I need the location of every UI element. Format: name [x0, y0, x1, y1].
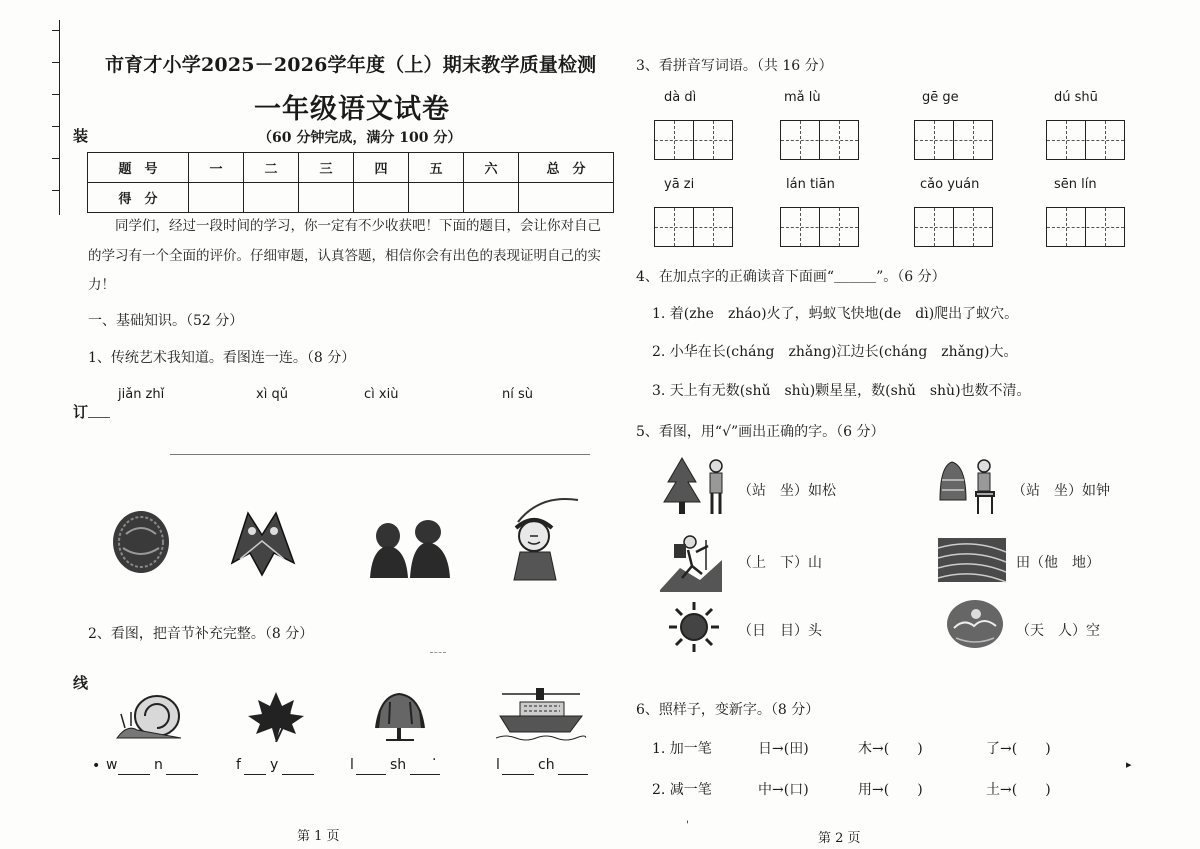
q2-mark [430, 652, 446, 653]
maple-leaf-icon [246, 690, 306, 742]
q5-title: 5、看图，用“√”画出正确的字。（6 分） [636, 424, 885, 440]
ship-icon [496, 686, 586, 744]
q2-blank[interactable] [558, 774, 588, 775]
section1-title: 一、基础知识。（52 分） [88, 313, 244, 329]
snail-icon [113, 690, 187, 742]
q2-letter-f: f [236, 757, 241, 773]
q6-title: 6、照样子，变新字。（8 分） [636, 702, 820, 718]
binding-tick [52, 158, 60, 159]
q4-line-1: 1. 着(zhe zháo)火了，蚂蚁飞快地(de dì)爬出了蚁穴。 [652, 306, 1019, 322]
binding-margin [0, 0, 89, 849]
q6-row1-label: 1. 加一笔 [652, 741, 712, 757]
pine-boy-icon [662, 454, 734, 516]
score-cell[interactable] [189, 183, 244, 213]
q2-letter-l: l [350, 757, 354, 773]
q2-blank[interactable] [502, 774, 534, 775]
binding-tick [52, 126, 60, 127]
field-icon [938, 534, 1006, 586]
paper-cut-icon [224, 505, 302, 581]
clay-figure-icon [366, 518, 454, 580]
q3-pinyin-6: lán tiān [786, 177, 835, 192]
score-cell[interactable] [354, 183, 409, 213]
q1-pinyin-3: cì xiù [364, 387, 399, 402]
binding-label-zhuang: 装 [73, 127, 89, 145]
q3-title: 3、看拼音写词语。（共 16 分） [636, 58, 833, 74]
q5-item-6[interactable]: （天 人）空 [1016, 623, 1100, 639]
q1-divider [170, 454, 590, 455]
score-header-cell: 四 [354, 153, 409, 183]
q6-row1-blank-2[interactable]: 了→( ) [986, 741, 1051, 757]
score-cell[interactable] [299, 183, 354, 213]
q5-item-5[interactable]: （日 目）头 [738, 623, 822, 639]
q2-blank[interactable] [410, 774, 440, 775]
score-header-cell: 五 [409, 153, 464, 183]
writing-grid[interactable] [654, 207, 733, 247]
q1-pinyin-4: ní sù [502, 387, 533, 402]
score-cell[interactable] [464, 183, 519, 213]
score-header-cell: 总 分 [519, 153, 614, 183]
q2-letter-n: n [154, 757, 163, 773]
q3-pinyin-3: gē ge [922, 90, 959, 105]
binding-tick [52, 62, 60, 63]
exam-subtitle: （60 分钟完成，满分 100 分） [258, 130, 462, 146]
embroidery-icon [108, 504, 174, 578]
q6-row2-label: 2. 减一笔 [652, 782, 712, 798]
q4-line-3: 3. 天上有无数(shǔ shù)颗星星，数(shǔ shù)也数不清。 [652, 383, 1031, 399]
binding-label-xian: 线 [73, 674, 89, 692]
q2-letter-ch: ch [538, 757, 555, 773]
q6-row2-blank-1[interactable]: 用→( ) [858, 782, 923, 798]
sun-icon [666, 600, 722, 654]
binding-tick [52, 30, 60, 31]
writing-grid[interactable] [780, 207, 859, 247]
q2-letter-sh: sh [390, 757, 407, 773]
q3-pinyin-8: sēn lín [1054, 177, 1097, 192]
writing-grid[interactable] [654, 120, 733, 160]
school-title: 市育才小学2025－2026学年度（上）期末教学质量检测 [105, 54, 597, 76]
q3-pinyin-7: cǎo yuán [920, 177, 980, 192]
q6-row2-blank-2[interactable]: 土→( ) [986, 782, 1051, 798]
writing-grid[interactable] [1046, 207, 1125, 247]
opera-icon [500, 492, 582, 582]
exam-title: 一年级语文试卷 [254, 94, 450, 125]
q2-letter-y: y [270, 757, 279, 773]
q5-item-4[interactable]: 田（他 地） [1016, 555, 1100, 571]
q3-pinyin-2: mǎ lù [784, 90, 821, 105]
hiker-icon [660, 530, 722, 592]
q5-item-1[interactable]: （站 坐）如松 [738, 483, 836, 499]
page-mark: ' [686, 820, 689, 831]
score-row-label: 得 分 [88, 183, 189, 213]
binding-tick [52, 190, 60, 191]
score-header-cell: 一 [189, 153, 244, 183]
q4-title: 4、在加点字的正确读音下面画“＿＿＿”。（6 分） [636, 269, 946, 285]
score-header-cell: 题 号 [88, 153, 189, 183]
score-table [87, 152, 614, 213]
margin-mark: ▸ [1126, 758, 1132, 771]
q6-row1-example: 日→(田) [758, 741, 809, 757]
q4-line-2: 2. 小华在长(cháng zhǎng)江边长(cháng zhǎng)大。 [652, 344, 1018, 360]
q2-tone-dot: · [432, 752, 437, 768]
score-table-score-row [88, 183, 614, 213]
writing-grid[interactable] [1046, 120, 1125, 160]
score-header-cell: 六 [464, 153, 519, 183]
score-header-cell: 二 [244, 153, 299, 183]
q5-item-3[interactable]: （上 下）山 [738, 555, 822, 571]
binding-line [59, 20, 60, 215]
intro-paragraph: 同学们，经过一段时间的学习，你一定有不少收获吧！下面的题目，会让你对自己的学习有一个全面的评价。仔细审题，认真答题，相信你会有出色的表现证明自己的实力！ [88, 218, 601, 293]
page1-number: 第 1 页 [297, 829, 340, 844]
score-cell[interactable] [244, 183, 299, 213]
q2-blank[interactable] [166, 774, 198, 775]
score-table-header-row [88, 153, 614, 183]
q2-letter-l2: l [496, 757, 500, 773]
writing-grid[interactable] [780, 120, 859, 160]
q2-title: 2、看图，把音节补充完整。（8 分） [88, 626, 314, 642]
writing-grid[interactable] [914, 120, 993, 160]
q6-row1-blank-1[interactable]: 木→( ) [858, 741, 923, 757]
q3-pinyin-1: dà dì [664, 90, 697, 105]
score-cell[interactable] [519, 183, 614, 213]
q2-blank[interactable] [244, 774, 266, 775]
writing-grid[interactable] [914, 207, 993, 247]
score-header-cell: 三 [299, 153, 354, 183]
q2-blank[interactable] [356, 774, 386, 775]
page2-number: 第 2 页 [818, 831, 861, 846]
bell-sitting-icon [936, 456, 1006, 516]
q3-pinyin-5: yā zi [664, 177, 695, 192]
q2-blank[interactable] [118, 774, 150, 775]
q1-title: 1、传统艺术我知道。看图连一连。（8 分） [88, 350, 356, 366]
q2-letter-w: w [106, 757, 118, 773]
binding-label-ding: 订 [73, 403, 89, 421]
q2-bullet: • [92, 758, 101, 774]
score-cell[interactable] [409, 183, 464, 213]
sky-icon [946, 598, 1004, 652]
q1-pinyin-2: xì qǔ [256, 387, 288, 402]
q3-pinyin-4: dú shū [1054, 90, 1098, 105]
q6-row2-example: 中→(口) [758, 782, 809, 798]
q2-blank[interactable] [282, 774, 314, 775]
binding-tick [52, 94, 60, 95]
willow-tree-icon [366, 688, 432, 742]
q1-pinyin-1: jiǎn zhǐ [118, 387, 165, 402]
binding-dash [88, 417, 110, 418]
q5-item-2[interactable]: （站 坐）如钟 [1012, 483, 1110, 499]
